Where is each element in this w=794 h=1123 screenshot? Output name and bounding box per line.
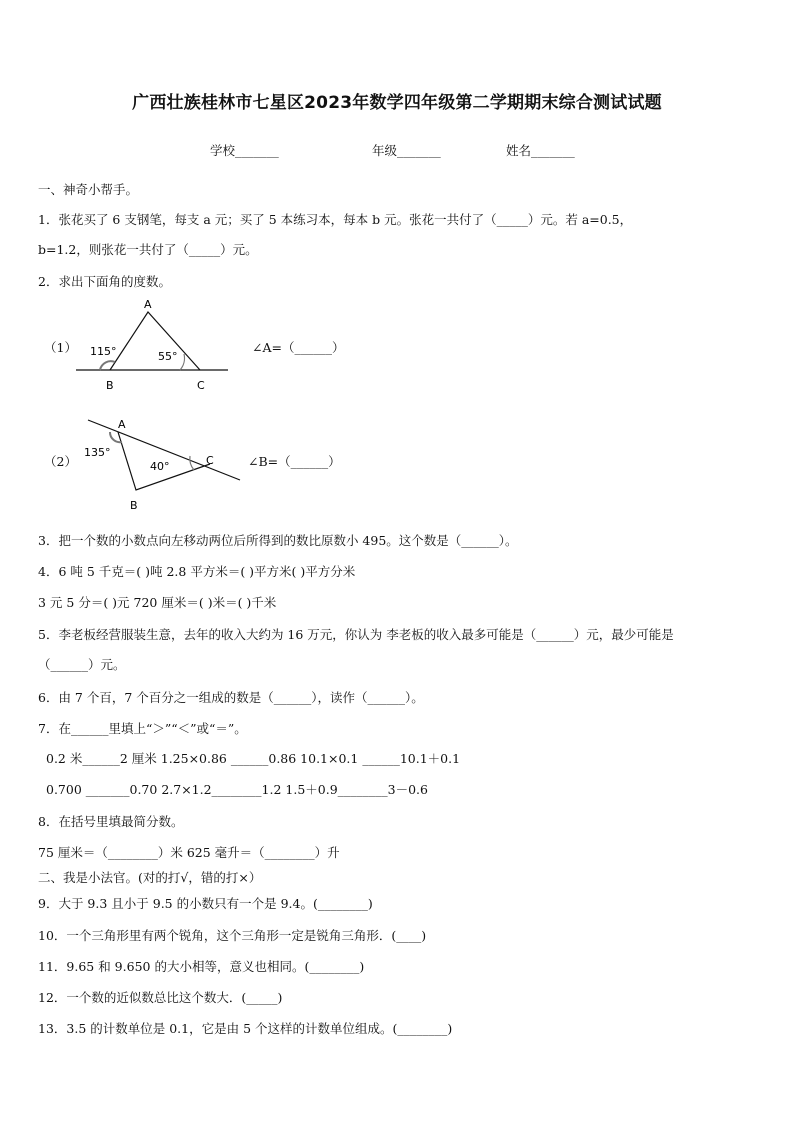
section-2-heading: 二、我是小法官。(对的打√，错的打×）: [38, 870, 262, 885]
grade-field: 年级_______: [372, 143, 441, 158]
school-field: 学校_______: [210, 143, 279, 158]
page-title: 广西壮族桂林市七星区2023年数学四年级第二学期期末综合测试试题: [132, 93, 662, 113]
section-1-heading: 一、神奇小帮手。: [38, 182, 139, 197]
question-4-line-1: 4．6 吨 5 千克＝( )吨 2.8 平方米＝( )平方米( )平方分米: [38, 564, 356, 579]
question-6: 6．由 7 个百，7 个百分之一组成的数是（______），读作（______）。: [38, 690, 424, 705]
question-7-row-1: 0.2 米______2 厘米 1.25×0.86 ______0.86 10.1×0.1 ______10.1＋0.1: [46, 751, 461, 766]
figure-1-answer: ∠A=（______）: [252, 340, 345, 355]
question-3: 3．把一个数的小数点向左移动两位后所得到的数比原数小 495。这个数是（______）。: [38, 533, 518, 548]
question-4-line-2: 3 元 5 分＝( )元 720 厘米＝( )米＝( )千米: [38, 595, 277, 610]
question-8-row: 75 厘米＝（________）米 625 毫升＝（________）升: [38, 845, 340, 860]
question-5-line-1: 5．李老板经营服装生意，去年的收入大约为 16 万元，你认为 李老板的收入最多可能是（______）元，最少可能是: [38, 627, 674, 642]
question-7: 7．在______里填上“＞”“＜”或“＝”。: [38, 721, 247, 736]
question-7-row-2: 0.700 _______0.70 2.7×1.2________1.2 1.5＋0.9________3－0.6: [46, 782, 428, 797]
question-1-line-2: b=1.2，则张花一共付了（_____）元。: [38, 242, 258, 257]
angle-label-55: 55°: [158, 350, 178, 363]
question-12: 12．一个数的近似数总比这个数大．(_____): [38, 990, 283, 1005]
angle-arc-c: [180, 354, 184, 370]
vertex-c-label: C: [197, 379, 205, 392]
vertex-a-label: A: [144, 298, 152, 311]
triangle-1-sides: [110, 312, 200, 370]
vertex-b-label: B: [106, 379, 114, 392]
figure-1-number: （1）: [44, 340, 77, 355]
question-1-line-1: 1．张花买了 6 支钢笔，每支 a 元；买了 5 本练习本，每本 b 元。张花一共付了（_____）元。若 a=0.5，: [38, 212, 633, 227]
vertex-c-label-2: C: [206, 454, 214, 467]
question-9: 9．大于 9.3 且小于 9.5 的小数只有一个是 9.4。(________): [38, 896, 373, 911]
question-11: 11．9.65 和 9.650 的大小相等，意义也相同。(________): [38, 959, 365, 974]
name-field: 姓名_______: [506, 143, 575, 158]
question-8: 8．在括号里填最简分数。: [38, 814, 184, 829]
question-10: 10．一个三角形里有两个锐角，这个三角形一定是锐角三角形．(____): [38, 928, 427, 943]
figure-2-number: （2）: [44, 454, 77, 469]
angle-label-115: 115°: [90, 345, 117, 358]
question-13: 13．3.5 的计数单位是 0.1，它是由 5 个这样的计数单位组成。(________): [38, 1021, 453, 1036]
question-5-line-2: （______）元。: [38, 657, 126, 672]
figure-2-answer: ∠B=（______）: [248, 454, 341, 469]
angle-label-40: 40°: [150, 460, 170, 473]
vertex-a-label-2: A: [118, 418, 126, 431]
angle-arc-c2: [190, 456, 194, 470]
question-2: 2．求出下面角的度数。: [38, 274, 171, 289]
vertex-b-label-2: B: [130, 499, 138, 512]
angle-label-135: 135°: [84, 446, 111, 459]
triangle-figure-2: [78, 412, 248, 522]
triangle-figure-1: [60, 292, 250, 402]
